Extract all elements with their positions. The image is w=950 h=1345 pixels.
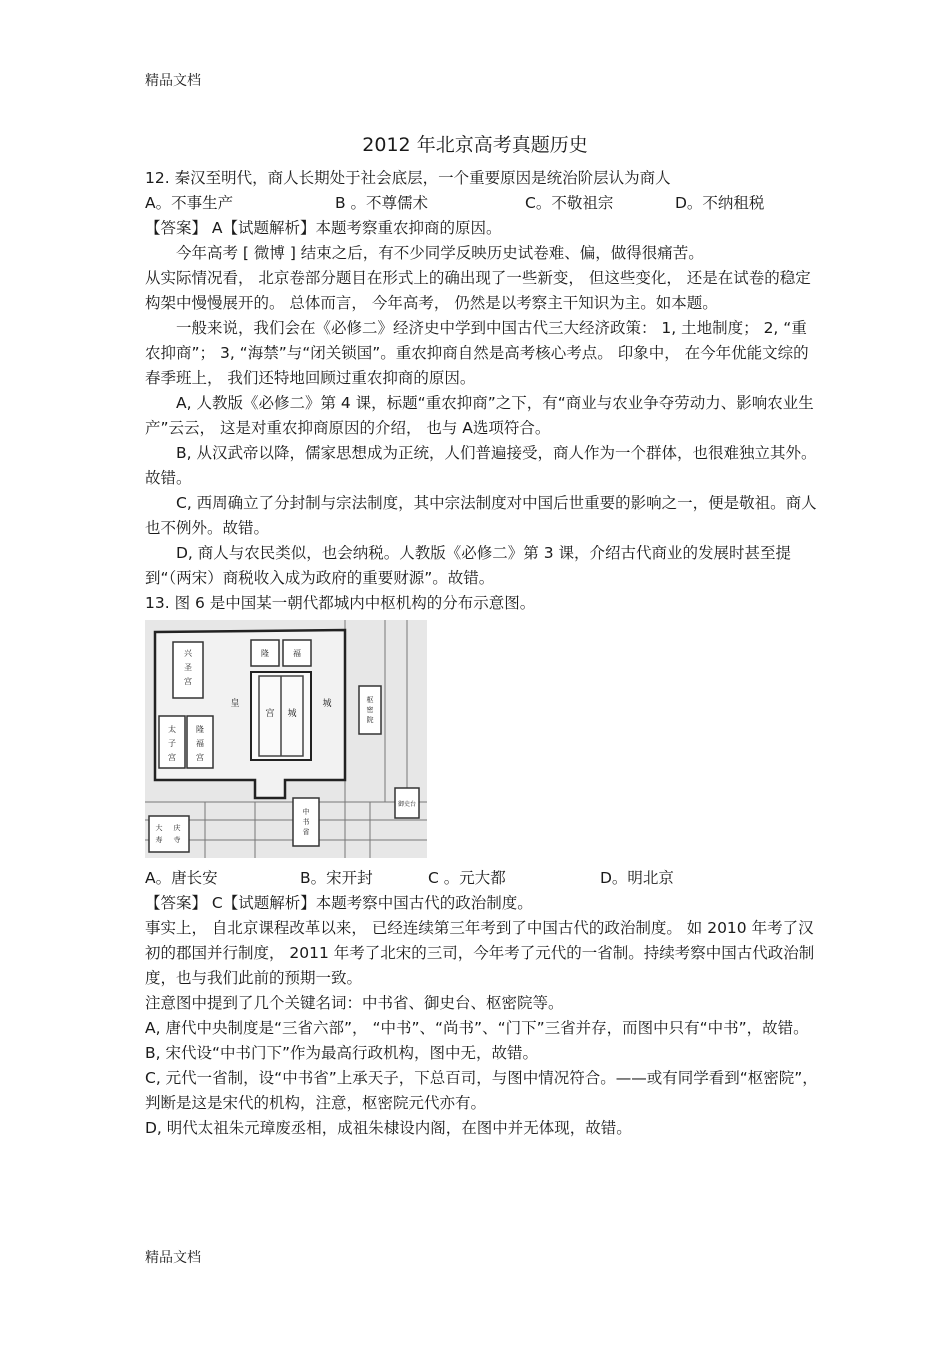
q12-para: 今年高考 [ 微博 ] 结束之后，有不少同学反映历史试卷难、偏，做得很痛苦。 (176, 244, 704, 262)
q13-para: B, 宋代设“中书门下”作为最高行政机构，图中无，故错。 (145, 1044, 539, 1062)
svg-text:圣: 圣 (184, 663, 192, 672)
q13-para: C, 元代一省制，设“中书省”上承天子，下总百司，与图中情况符合。——或有同学看到“枢密院”，判断是这是宋代的机构，注意，枢密院元代亦有。 (145, 1069, 818, 1112)
page-title: 2012 年北京高考真题历史 (362, 134, 588, 156)
label-shumi: 枢 (366, 696, 374, 704)
label-zhongshu: 中 (302, 808, 310, 816)
svg-text:院: 院 (366, 716, 374, 724)
label-gong: 宫 (265, 709, 275, 719)
label-yushi: 御史台 (397, 801, 417, 808)
label-taizi: 太 (168, 725, 176, 734)
q12-para: C, 西周确立了分封制与宗法制度，其中宗法制度对中国后世重要的影响之一，便是敬祖。商人也不例外。故错。 (145, 494, 817, 537)
capital-map-svg (145, 620, 427, 858)
svg-text:省: 省 (302, 828, 310, 836)
q12-para: 从实际情况看， 北京卷部分题目在形式上的确出现了一些新变， 但这些变化， 还是在试卷的稳定构架中慢慢展开的。 总体而言， 今年高考， 仍然是以考察主干知识为主。如本题。 (145, 269, 811, 312)
label-cheng: 城 (322, 699, 332, 709)
q12-option-d: D。不纳租税 (675, 194, 765, 212)
capital-map-figure (145, 620, 427, 858)
q12-stem: 12. 秦汉至明代，商人长期处于社会底层，一个重要原因是统治阶层认为商人 (145, 169, 671, 187)
svg-text:福: 福 (196, 739, 204, 748)
q12-option-c: C。不敬祖宗 (525, 194, 614, 212)
label-cheng2: 城 (287, 709, 297, 719)
svg-text:宫: 宫 (184, 677, 192, 686)
label-top2: 福 (293, 649, 301, 658)
q13-para: A, 唐代中央制度是“三省六部”， “中书”、“尚书”、“门下”三省并存，而图中只有“中书”，故错。 (145, 1019, 809, 1037)
q12-option-b: B 。不尊儒术 (335, 194, 429, 212)
svg-text:庆: 庆 (173, 824, 181, 832)
svg-text:宫: 宫 (168, 753, 176, 762)
q13-answer: 【答案】 C【试题解析】本题考察中国古代的政治制度。 (145, 894, 533, 912)
document-body (145, 166, 820, 1141)
svg-text:寺: 寺 (173, 836, 181, 844)
svg-text:密: 密 (366, 706, 374, 714)
svg-text:书: 书 (302, 818, 310, 826)
q13-stem: 13. 图 6 是中国某一朝代都城内中枢机构的分布示意图。 (145, 594, 536, 612)
svg-text:寿: 寿 (155, 836, 163, 844)
label-huang: 皇 (230, 699, 240, 709)
q13-para: D, 明代太祖朱元璋废丞相，成祖朱棣设内阁，在图中并无体现，故错。 (145, 1119, 632, 1137)
page-header: 精品文档 (145, 73, 201, 89)
label-xingsheng: 兴 (184, 649, 192, 658)
q13-options (145, 866, 820, 891)
label-top1: 隆 (261, 649, 269, 658)
svg-text:子: 子 (168, 739, 176, 748)
svg-text:宫: 宫 (196, 753, 204, 762)
label-daqing: 大 (155, 824, 163, 832)
q13-option-c: C 。元大都 (428, 869, 506, 887)
label-longfu: 隆 (196, 725, 204, 734)
q13-option-d: D。明北京 (600, 869, 674, 887)
q12-para: D, 商人与农民类似，也会纳税。人教版《必修二》第 3 课，介绍古代商业的发展时甚至提到“（两宋）商税收入成为政府的重要财源”。故错。 (145, 544, 792, 587)
page-footer: 精品文档 (145, 1250, 201, 1266)
q12-option-a: A。不事生产 (145, 194, 234, 212)
q12-options (145, 191, 820, 216)
q13-option-a: A。唐长安 (145, 869, 218, 887)
q12-para: 一般来说，我们会在《必修二》经济史中学到中国古代三大经济政策： 1, 土地制度； 2, “重农抑商”； 3, “海禁”与“闭关锁国”。重农抑商自然是高考核心考点。 印象中， 在今年优能文综的春季班上， 我们还特地回顾过重农抑商的原因。 (145, 319, 809, 387)
q12-para: B, 从汉武帝以降，儒家思想成为正统，人们普遍接受，商人作为一个群体，也很难独立其外。故错。 (145, 444, 817, 487)
q13-option-b: B。宋开封 (300, 869, 373, 887)
q13-para: 注意图中提到了几个关键名词：中书省、御史台、枢密院等。 (145, 994, 564, 1012)
q12-para: A, 人教版《必修二》第 4 课，标题“重农抑商”之下，有“商业与农业争夺劳动力、影响农业生产”云云， 这是对重农抑商原因的介绍， 也与 A选项符合。 (145, 394, 814, 437)
q13-para: 事实上， 自北京课程改革以来， 已经连续第三年考到了中国古代的政治制度。 如 2010 年考了汉初的郡国并行制度， 2011 年考了北宋的三司，今年考了元代的一省制。持续考察中国古代政治制度，也与我们此前的预期一致。 (145, 919, 815, 987)
q12-answer: 【答案】 A【试题解析】本题考察重农抑商的原因。 (145, 219, 502, 237)
